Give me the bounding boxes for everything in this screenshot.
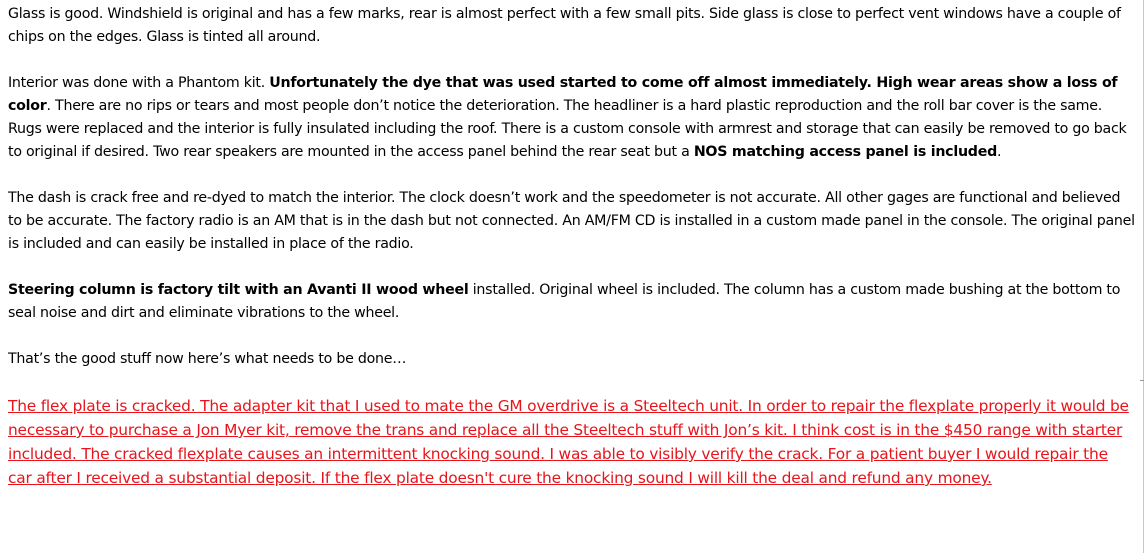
- steering-bold-text: Steering column is factory tilt with an Avanti II wood wheel: [8, 282, 469, 298]
- document-body: [8, 3, 1136, 513]
- window-edge-divider: [1143, 0, 1144, 553]
- paragraph-glass: Glass is good. Windshield is original and has a few marks, rear is almost perfect with a few small pits. Side glass is close to perfect vent windows have a couple of chips on the edges. Glass is tinted all around.: [8, 6, 1121, 45]
- steering-text: installed. Original wheel is included. The column has a custom made bushing at the bottom to seal noise and dirt and eliminate vibrations to the wheel.: [8, 282, 1121, 321]
- paragraph-interior: [8, 72, 1136, 164]
- paragraph-dash: The dash is crack free and re-dyed to match the interior. The clock doesn’t work and the speedometer is not accurate. All other gages are functional and believed to be accurate. The factory radio is an AM that is in the dash but not connected. An AM/FM CD is installed in a custom made panel in the console. The original panel is included and can easily be installed in place of the radio.: [8, 190, 1135, 252]
- interior-text-2: . There are no rips or tears and most people don’t notice the deterioration. The headliner is a hard plastic reproduction and the roll bar cover is the same. Rugs were replaced and the interior is fully insulated including the roof. There is a custom console with armrest and storage that can easily be removed to go back to original if desired. Two rear speakers are mounted in the access panel behind the rear seat but a: [8, 98, 1127, 160]
- paragraph-flexplate-warning: The flex plate is cracked. The adapter kit that I used to mate the GM overdrive is a Steeltech unit. In order to repair the flexplate properly it would be necessary to purchase a Jon Myer kit, remove the trans and replace all the Steeltech stuff with Jon’s kit. I think cost is in the $450 range with starter included. The cracked flexplate causes an intermittent knocking sound. I was able to visibly verify the crack. For a patient buyer I would repair the car after I received a substantial deposit. If the flex plate doesn't cure the knocking sound I will kill the deal and refund any money.: [8, 397, 1129, 487]
- interior-bold-nos-panel: NOS matching access panel is included: [693, 144, 997, 160]
- interior-text-3: .: [996, 144, 1002, 160]
- interior-bold-dye-warning: Unfortunately the dye that was used started to come off almost immediately. High wear areas show a loss of color: [8, 75, 1118, 114]
- paragraph-steering: [8, 279, 1136, 325]
- window-edge-tick: [1140, 380, 1144, 381]
- interior-text-1: Interior was done with a Phantom kit.: [8, 75, 270, 91]
- paragraph-transition: That’s the good stuff now here’s what needs to be done…: [8, 351, 407, 367]
